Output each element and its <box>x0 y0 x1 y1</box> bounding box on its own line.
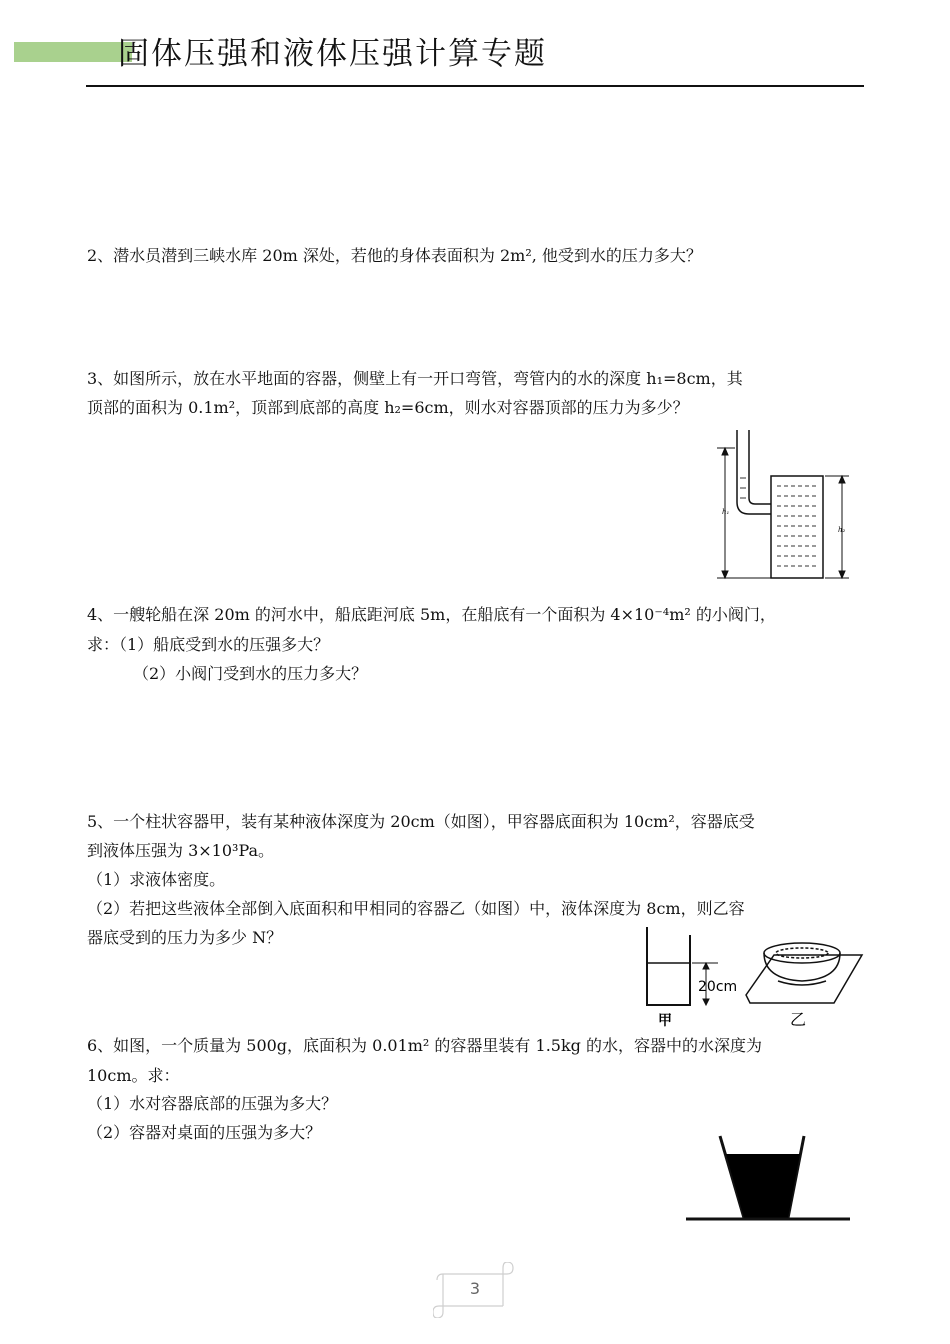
question-3-figure <box>705 428 865 590</box>
h2-label: h₂ <box>838 526 846 534</box>
question-6-figure <box>684 1132 852 1224</box>
h2-dimension-arrow <box>825 476 849 578</box>
cup-on-table <box>686 1136 850 1219</box>
question-4-line-3: （2）小阀门受到水的压力多大？ <box>133 664 368 683</box>
question-5-line-2: 到液体压强为 3×10³Pa。 <box>87 841 275 860</box>
page-number: 3 <box>469 1279 481 1298</box>
container-b-label: 乙 <box>790 1010 807 1029</box>
question-3-line-1: 3、如图所示，放在水平地面的容器，侧壁上有一开口弯管，弯管内的水的深度 h₁=8cm，其 <box>87 369 743 388</box>
question-5-line-5: 器底受到的压力为多少 N？ <box>87 928 283 947</box>
header-divider <box>86 85 864 87</box>
question-6-line-2: 10cm。求： <box>87 1066 180 1085</box>
question-6-line-3: （1）水对容器底部的压强为多大？ <box>87 1094 338 1113</box>
question-5-figure <box>640 925 866 1030</box>
question-5-line-3: （1）求液体密度。 <box>87 870 226 889</box>
question-6-line-1: 6、如图，一个质量为 500g，底面积为 0.01m² 的容器里装有 1.5kg 的水，容器中的水深度为 <box>87 1036 762 1055</box>
question-4-line-1: 4、一艘轮船在深 20m 的河水中，船底距河底 5m，在船底有一个面积为 4×10⁻⁴m² 的小阀门， <box>87 605 776 624</box>
h1-label: h₁ <box>722 508 730 516</box>
question-6-line-4: （2）容器对桌面的压强为多大？ <box>87 1123 322 1142</box>
page-title: 固体压强和液体压强计算专题 <box>118 36 547 72</box>
container-a-label: 甲 <box>658 1013 672 1029</box>
container-b <box>746 943 862 1003</box>
water-fill-dashes <box>740 478 817 566</box>
question-5-line-1: 5、一个柱状容器甲，装有某种液体深度为 20cm（如图），甲容器底面积为 10cm²，容器底受 <box>87 812 755 831</box>
container-a <box>647 927 690 1005</box>
depth-label: 20cm <box>698 979 738 995</box>
question-3-line-2: 顶部的面积为 0.1m²，顶部到底部的高度 h₂=6cm，则水对容器顶部的压力为多少？ <box>87 398 689 417</box>
question-5-line-4: （2）若把这些液体全部倒入底面积和甲相同的容器乙（如图）中，液体深度为 8cm，则乙容 <box>87 899 745 918</box>
question-4-line-2: 求：（1）船底受到水的压强多大？ <box>87 635 330 654</box>
question-2-text: 2、潜水员潜到三峡水库 20m 深处，若他的身体表面积为 2m², 他受到水的压力多大？ <box>87 246 702 265</box>
header-accent-bar <box>14 42 132 62</box>
